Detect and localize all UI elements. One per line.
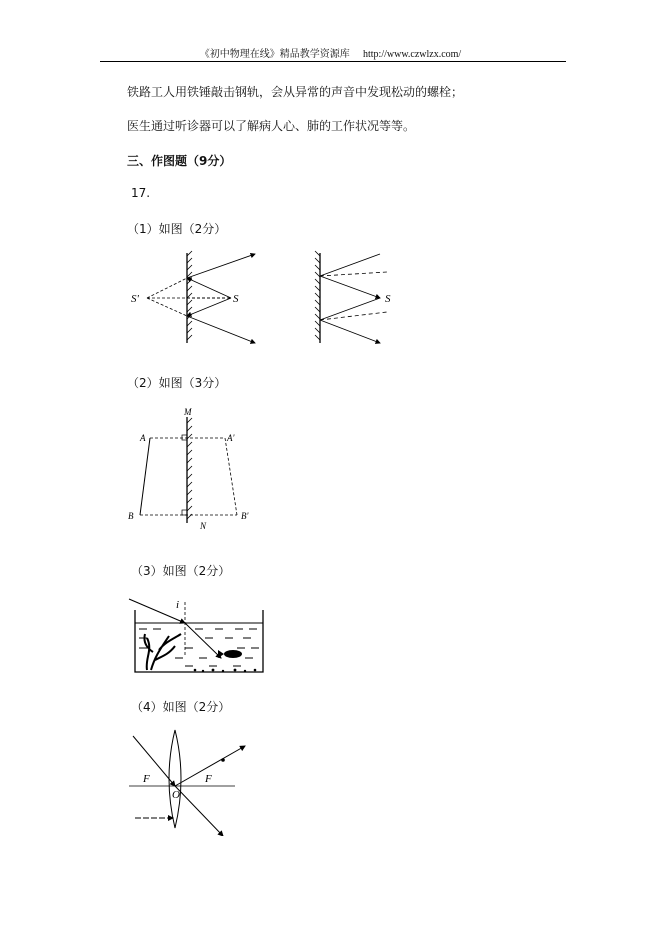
label-angle-i: i: [176, 599, 180, 611]
object-ab: [140, 438, 150, 515]
paragraph-1: 铁路工人用铁锤敲击钢轨，会从异常的声音中发现松动的螺栓；: [127, 85, 464, 99]
label-s-left: S: [233, 293, 239, 305]
right-angle-bottom: [182, 510, 187, 515]
convex-lens: [169, 730, 181, 828]
ray-through-focus: [133, 736, 175, 786]
label-s-prime: S': [131, 293, 139, 305]
figure-1-caption: （1）如图（2分）: [127, 222, 227, 236]
virtual-rays: [147, 278, 187, 316]
header-title: 《初中物理在线》精品教学资源库: [199, 49, 350, 60]
label-f-left: F: [143, 773, 150, 785]
figure-4-diagram: [125, 726, 250, 836]
label-o: O: [172, 789, 180, 801]
label-n: N: [200, 521, 207, 531]
water-texture: [139, 629, 259, 666]
dashed-rays-right: [320, 272, 387, 320]
mirror-left-hatch: [187, 251, 192, 340]
label-m: M: [184, 407, 192, 417]
label-s-right: S: [385, 293, 391, 305]
figure-3-caption: （3）如图（2分）: [131, 564, 231, 578]
figure-2-caption: （2）如图（3分）: [127, 376, 227, 390]
mirror-right-hatch: [315, 251, 320, 340]
figure-3-diagram: [125, 590, 270, 680]
real-rays-left: [187, 254, 255, 343]
section-title: 三、作图题（9分）: [127, 154, 232, 168]
label-a: A: [140, 433, 146, 443]
label-f-right: F: [205, 773, 212, 785]
paragraph-2: 医生通过听诊器可以了解病人心、肺的工作状况等等。: [127, 119, 416, 133]
figure-1-diagram: [125, 248, 405, 348]
label-a-prime: A': [227, 433, 235, 443]
image-construction-lines: [140, 438, 237, 515]
page-header: [0, 45, 661, 60]
real-rays-right: [320, 254, 380, 343]
figure-2-diagram: [120, 405, 270, 535]
figure-4-caption: （4）如图（2分）: [131, 700, 231, 714]
question-number: 17.: [131, 186, 151, 200]
header-url: http://www.czwlzx.com/: [362, 49, 462, 60]
refracted-ray: [185, 623, 221, 658]
seaweed: [144, 634, 181, 670]
fish: [218, 650, 242, 658]
focus-point-right: [221, 758, 225, 762]
refracted-ray-4: [175, 786, 223, 836]
label-b: B: [128, 511, 134, 521]
right-angle-top: [182, 435, 187, 440]
label-b-prime: B': [241, 511, 249, 521]
header-rule: [100, 61, 566, 62]
mirror-mn-hatch: [187, 418, 192, 519]
